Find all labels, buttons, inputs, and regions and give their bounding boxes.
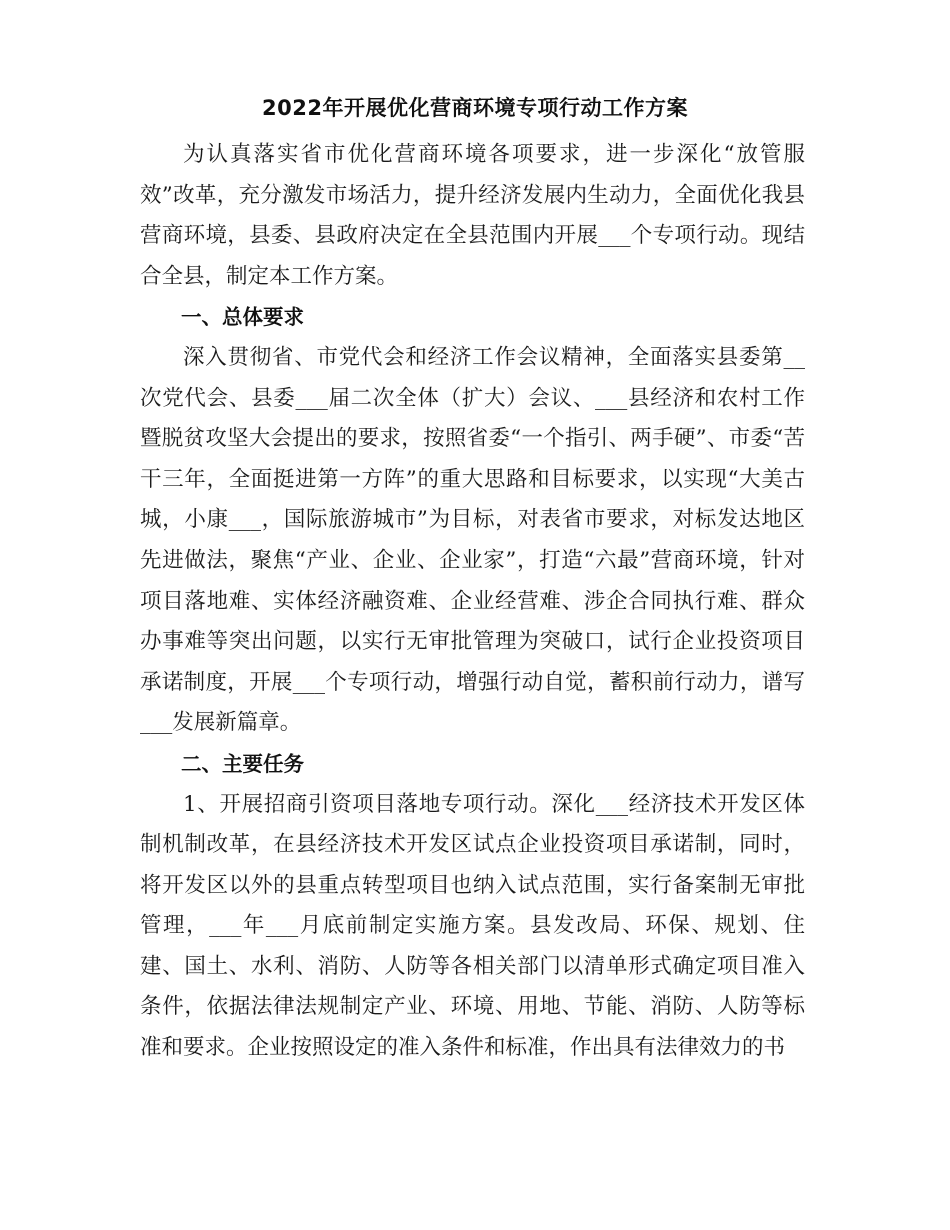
section-heading-overall-requirements: 一、总体要求 [181, 305, 304, 330]
document-body [140, 135, 805, 1069]
section-heading-main-tasks: 二、主要任务 [181, 751, 304, 776]
main-task-item-1: 1、开展招商引资项目落地专项行动。深化___经济技术开发区体制机制改革，在县经济技术开发区试点企业投资项目承诺制，同时，将开发区以外的县重点转型项目也纳入试点范围，实行备案制无审批管理，___年___月底前制定实施方案。县发改局、环保、规划、住建、国土、水利、消防、人防等各相关部门以清单形式确定项目准入条件，依据法律法规制定产业、环境、用地、节能、消防、人防等标准和要求。企业按照设定的准入条件和标准，作出具有法律效力的书 [140, 791, 805, 1061]
document-title: 2022年开展优化营商环境专项行动工作方案 [262, 96, 688, 120]
overall-requirements-paragraph: 深入贯彻省、市党代会和经济工作会议精神，全面落实县委第__次党代会、县委___届二次全体（扩大）会议、___县经济和农村工作暨脱贫攻坚大会提出的要求，按照省委“一个指引、两手硬”、市委“苦干三年，全面挺进第一方阵”的重大思路和目标要求，以实现“大美古城，小康___，国际旅游城市”为目标，对表省市要求，对标发达地区先进做法，聚焦“产业、企业、企业家”，打造“六最”营商环境，针对项目落地难、实体经济融资难、企业经营难、涉企合同执行难、群众办事难等突出问题，以实行无审批管理为突破口，试行企业投资项目承诺制度，开展___个专项行动，增强行动自觉，蓄积前行动力，谱写___发展新篇章。 [140, 344, 805, 736]
intro-paragraph: 为认真落实省市优化营商环境各项要求，进一步深化“放管服效”改革，充分激发市场活力，提升经济发展内生动力，全面优化我县营商环境，县委、县政府决定在全县范围内开展___个专项行动。现结合全县，制定本工作方案。 [140, 142, 805, 289]
